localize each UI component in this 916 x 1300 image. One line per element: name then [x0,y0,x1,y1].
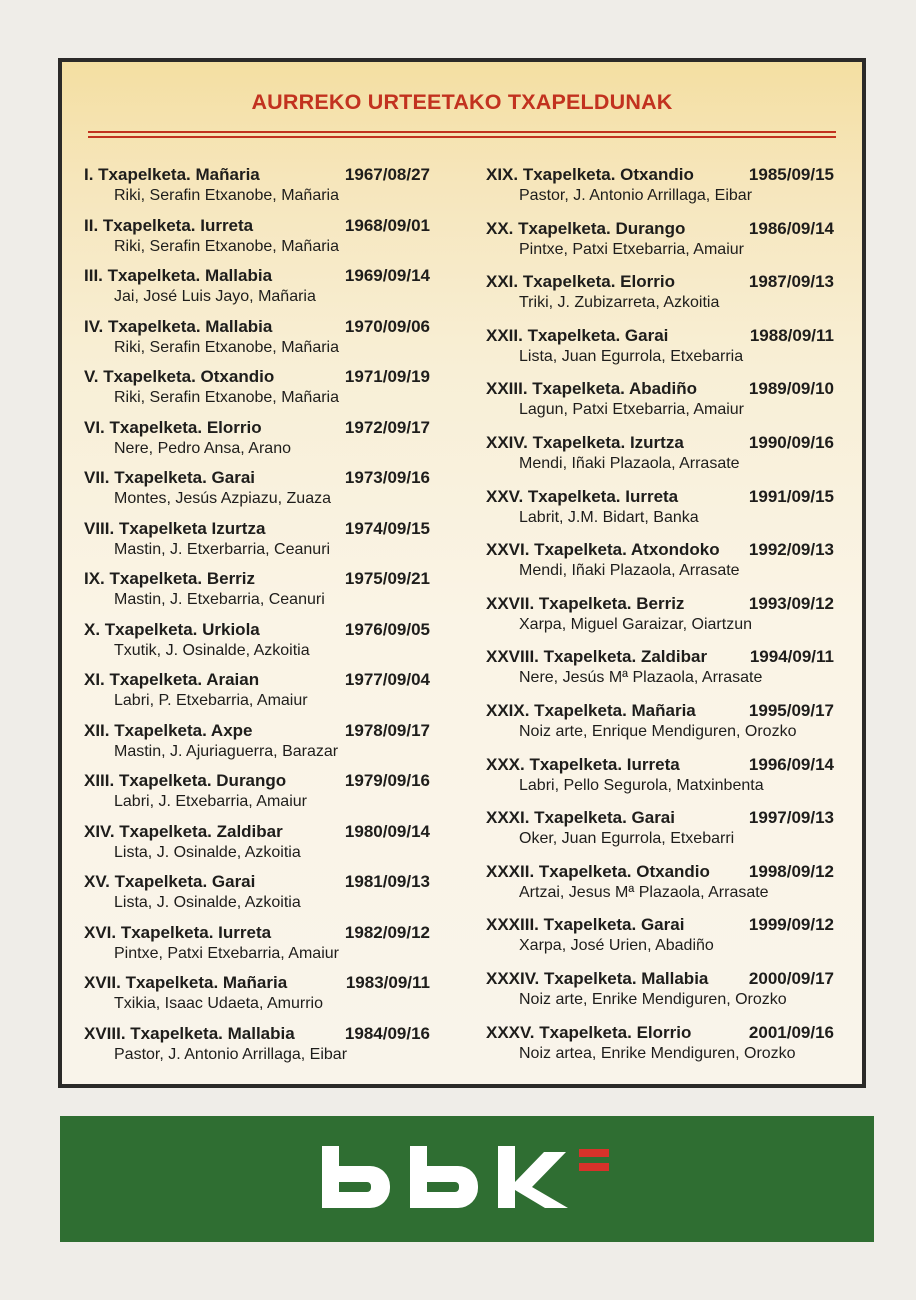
right-column [486,164,834,1075]
left-column [84,164,430,1073]
champion-name: Riki, Serafin Etxanobe, Mañaria [114,187,339,204]
championship-entry [486,271,834,325]
page-title: AURREKO URTEETAKO TXAPELDUNAK [251,90,673,114]
championship-title: XXIX. Txapelketa. Mañaria [486,700,696,720]
champion-name: Noiz arte, Enrique Mendiguren, Orozko [519,722,797,740]
champion-name: Mastin, J. Etxerbarria, Ceanuri [114,540,331,558]
championship-entry [84,972,430,1023]
championship-date: 1970/09/06 [344,316,430,336]
championship-entry [84,669,430,720]
championship-date: 1969/09/14 [344,266,430,285]
championship-entry [84,518,430,569]
championship-date: 1973/09/16 [344,468,430,487]
championship-date: 1983/09/11 [345,973,430,992]
championship-entry [486,914,834,968]
championship-title: VIII. Txapelketa Izurtza [84,518,266,538]
championship-title: XI. Txapelketa. Araian [84,670,260,689]
championship-title: IV. Txapelketa. Mallabia [84,316,273,336]
champion-name: Nere, Pedro Ansa, Arano [114,439,291,457]
sponsor-banner [60,1116,874,1242]
championship-title: II. Txapelketa. Iurreta [84,215,254,235]
champion-name: Riki, Serafin Etxanobe, Mañaria [114,338,339,356]
champion-name: Mastin, J. Ajuriaguerra, Barazar [114,742,339,760]
championship-entry [84,871,430,922]
championship-entry [486,486,834,540]
championship-date: 1995/09/17 [748,700,834,720]
championship-date: 1979/09/16 [344,771,430,790]
championship-entry [486,378,834,432]
championship-entry [84,770,430,821]
championship-title: XIII. Txapelketa. Durango [84,771,287,790]
champion-name: Pintxe, Patxi Etxebarria, Amaiur [114,944,339,962]
championship-title: XXIV. Txapelketa. Izurtza [486,432,684,452]
championship-title: XXII. Txapelketa. Garai [486,325,669,345]
championship-date: 1985/09/15 [748,165,834,184]
championship-title: XIX. Txapelketa. Otxandio [486,165,694,184]
championship-date: 1989/09/10 [748,379,834,399]
champion-name: Lagun, Patxi Etxebarria, Amaiur [519,401,745,419]
championship-entry [84,467,430,518]
championship-date: 1994/09/11 [749,647,834,667]
championship-title: X. Txapelketa. Urkiola [84,619,260,639]
championship-entry [84,568,430,619]
championship-title: XXVI. Txapelketa. Atxondoko [486,540,720,560]
championship-date: 1968/09/01 [344,215,430,235]
championship-date: 2001/09/16 [748,1022,834,1042]
championship-entry [486,593,834,647]
championship-entry [84,164,430,215]
champion-name: Labri, P. Etxebarria, Amaiur [114,692,308,709]
championship-date: 1980/09/14 [344,821,430,841]
championship-title: XXVII. Txapelketa. Berriz [486,593,685,613]
championship-entry [486,218,834,272]
championship-entry [84,265,430,316]
championship-entry [84,316,430,367]
championship-date: 1986/09/14 [748,218,834,238]
championship-date: 1991/09/15 [748,486,834,506]
champion-name: Lista, Juan Egurrola, Etxebarria [519,347,744,365]
championship-date: 1988/09/11 [749,325,834,345]
champion-name: Xarpa, José Urien, Abadiño [519,937,714,955]
championship-entry [486,1022,834,1076]
champion-name: Labrit, J.M. Bidart, Banka [519,508,699,526]
championship-title: I. Txapelketa. Mañaria [84,165,260,184]
championship-date: 1996/09/14 [748,754,834,774]
championship-title: XXIII. Txapelketa. Abadiño [486,379,697,399]
championship-title: VII. Txapelketa. Garai [84,468,256,487]
championship-entry [486,539,834,593]
champion-name: Riki, Serafin Etxanobe, Mañaria [114,237,339,255]
championship-title: III. Txapelketa. Mallabia [84,266,273,285]
champion-name: Jai, José Luis Jayo, Mañaria [114,288,316,305]
champion-name: Riki, Serafin Etxanobe, Mañaria [114,389,339,406]
champion-name: Labri, Pello Segurola, Matxinbenta [519,776,764,794]
championship-entry [84,215,430,266]
champion-name: Nere, Jesús Mª Plazaola, Arrasate [519,669,763,687]
championship-entry [486,700,834,754]
championship-date: 1976/09/05 [344,619,430,639]
champion-name: Pintxe, Patxi Etxebarria, Amaiur [519,240,744,258]
championship-entry [486,754,834,808]
championship-entry [486,432,834,486]
championship-date: 1967/08/27 [344,165,430,184]
championship-date: 2000/09/17 [748,968,834,988]
championship-date: 1997/09/13 [748,808,834,828]
championship-title: XXI. Txapelketa. Elorrio [486,272,675,292]
bbk-logo [318,1144,618,1214]
championship-entry [84,720,430,771]
champion-name: Montes, Jesús Azpiazu, Zuaza [114,490,331,507]
championship-entry [486,861,834,915]
championship-title: XVII. Txapelketa. Mañaria [84,973,288,992]
championship-title: V. Txapelketa. Otxandio [84,367,275,386]
championship-date: 1987/09/13 [748,272,834,292]
championship-title: XVIII. Txapelketa. Mallabia [84,1023,295,1043]
championship-title: IX. Txapelketa. Berriz [84,569,256,588]
championship-entry [84,1023,430,1074]
champion-name: Mendi, Iñaki Plazaola, Arrasate [519,562,740,580]
championship-date: 1974/09/15 [344,518,430,538]
championship-title: XXX. Txapelketa. Iurreta [486,754,680,774]
championship-title: XXVIII. Txapelketa. Zaldibar [486,647,708,667]
champion-name: Xarpa, Miguel Garaizar, Oiartzun [519,615,752,633]
champion-name: Lista, J. Osinalde, Azkoitia [114,894,301,911]
champion-name: Pastor, J. Antonio Arrillaga, Eibar [519,187,753,204]
championship-date: 1982/09/12 [344,922,430,942]
championship-date: 1972/09/17 [344,417,430,437]
championship-title: XVI. Txapelketa. Iurreta [84,922,272,942]
championship-date: 1971/09/19 [344,367,430,386]
champions-panel [58,58,866,1088]
title-rule-top [88,131,836,133]
championship-entry [486,164,834,218]
championship-title: XII. Txapelketa. Axpe [84,720,253,740]
championship-title: XXXI. Txapelketa. Garai [486,808,675,828]
champion-name: Noiz artea, Enrike Mendiguren, Orozko [519,1044,796,1062]
championship-date: 1981/09/13 [344,872,430,891]
championship-date: 1992/09/13 [748,540,834,560]
championship-entry [84,417,430,468]
championship-entry [84,366,430,417]
championship-title: XV. Txapelketa. Garai [84,872,256,891]
championship-date: 1977/09/04 [344,670,430,689]
championship-title: XXV. Txapelketa. Iurreta [486,486,679,506]
championship-title: XXXV. Txapelketa. Elorrio [486,1022,692,1042]
champion-name: Labri, J. Etxebarria, Amaiur [114,793,307,810]
championship-date: 1975/09/21 [344,569,430,588]
championship-entry [486,807,834,861]
champion-name: Artzai, Jesus Mª Plazaola, Arrasate [519,883,769,901]
champion-name: Oker, Juan Egurrola, Etxebarri [519,830,735,848]
championship-title: XXXIII. Txapelketa. Garai [486,915,685,935]
championship-title: XX. Txapelketa. Durango [486,218,686,238]
champion-name: Pastor, J. Antonio Arrillaga, Eibar [114,1045,348,1063]
championship-entry [486,646,834,700]
championship-date: 1978/09/17 [344,720,430,740]
champion-name: Txikia, Isaac Udaeta, Amurrio [114,995,323,1012]
championship-title: XXXII. Txapelketa. Otxandio [486,861,710,881]
championship-title: VI. Txapelketa. Elorrio [84,417,262,437]
champion-name: Mastin, J. Etxebarria, Ceanuri [114,591,325,608]
championship-title: XXXIV. Txapelketa. Mallabia [486,968,709,988]
championship-date: 1999/09/12 [748,915,834,935]
championship-date: 1984/09/16 [344,1023,430,1043]
champion-name: Triki, J. Zubizarreta, Azkoitia [519,294,720,312]
champion-name: Txutik, J. Osinalde, Azkoitia [114,641,310,659]
champion-name: Mendi, Iñaki Plazaola, Arrasate [519,454,740,472]
championship-title: XIV. Txapelketa. Zaldibar [84,821,283,841]
championship-date: 1990/09/16 [748,432,834,452]
championship-date: 1998/09/12 [748,861,834,881]
championship-date: 1993/09/12 [748,593,834,613]
champion-name: Lista, J. Osinalde, Azkoitia [114,843,301,861]
champion-name: Noiz arte, Enrike Mendiguren, Orozko [519,990,787,1008]
championship-entry [486,968,834,1022]
championship-entry [84,922,430,973]
title-rule-bottom [88,136,836,138]
championship-entry [84,619,430,670]
championship-entry [486,325,834,379]
championship-entry [84,821,430,872]
